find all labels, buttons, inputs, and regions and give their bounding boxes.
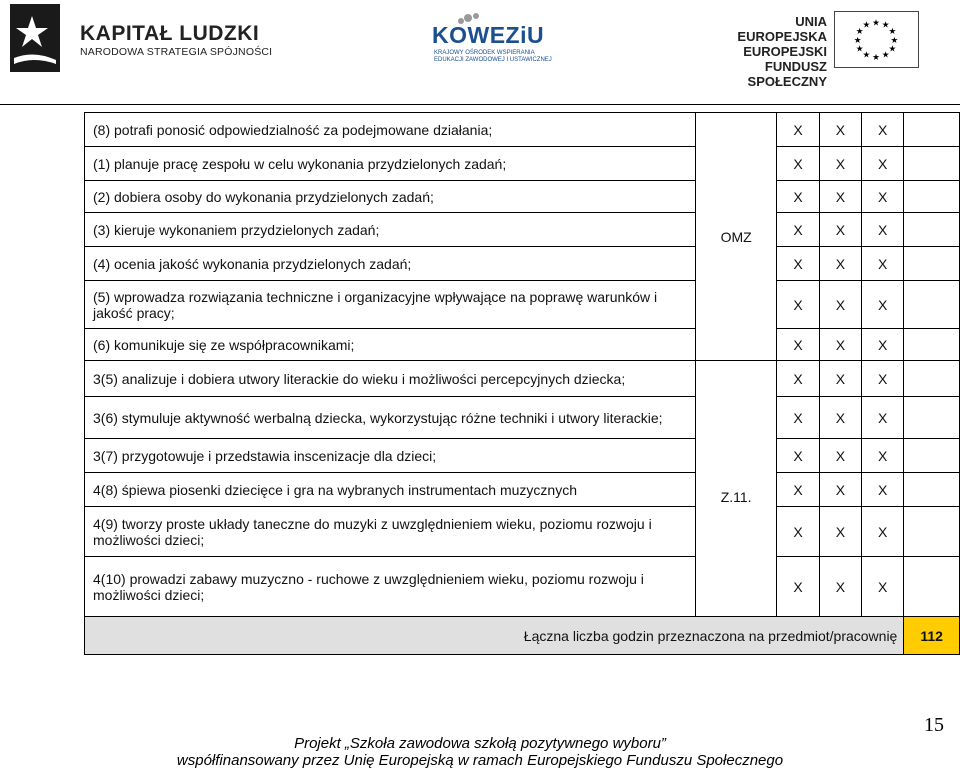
empty-cell bbox=[904, 397, 960, 439]
mark-cell: X bbox=[777, 329, 819, 361]
module-code: OMZ bbox=[720, 228, 752, 245]
kapital-ludzki-logo bbox=[6, 2, 64, 74]
effect-text: 4(9) tworzy proste układy taneczne do muzyki z uwzględnieniem wieku, poziomu rozwoju i możliwości dzieci; bbox=[85, 507, 696, 557]
empty-cell bbox=[904, 507, 960, 557]
table-row bbox=[85, 361, 960, 397]
table-row bbox=[85, 247, 960, 281]
mark-cell: X bbox=[862, 147, 904, 181]
eu-flag-icon bbox=[834, 11, 919, 68]
total-hours-label: Łączna liczba godzin przeznaczona na przedmiot/pracownię bbox=[85, 617, 904, 655]
eu-line-1: UNIA EUROPEJSKA bbox=[737, 14, 827, 44]
svg-text:★: ★ bbox=[853, 35, 862, 46]
empty-cell bbox=[904, 439, 960, 473]
empty-cell bbox=[904, 181, 960, 213]
effect-text: 4(8) śpiewa piosenki dziecięce i gra na wybranych instrumentach muzycznych bbox=[85, 473, 696, 507]
page-number: 15 bbox=[924, 714, 944, 736]
mark-cell: X bbox=[862, 507, 904, 557]
mark-cell: X bbox=[777, 247, 819, 281]
table-row bbox=[85, 473, 960, 507]
mark-cell: X bbox=[819, 329, 861, 361]
table-row bbox=[85, 213, 960, 247]
svg-text:★: ★ bbox=[862, 50, 871, 61]
eu-line-3: FUNDUSZ SPOŁECZNY bbox=[747, 59, 827, 89]
effect-text: (5) wprowadza rozwiązania techniczne i organizacyjne wpływające na poprawę warunków i jakość pracy; bbox=[85, 281, 696, 329]
mark-cell: X bbox=[819, 473, 861, 507]
kapital-ludzki-title: KAPITAŁ LUDZKI bbox=[80, 22, 260, 45]
total-hours-value: 112 bbox=[904, 617, 960, 655]
mark-cell: X bbox=[777, 181, 819, 213]
header-divider bbox=[0, 104, 960, 105]
effect-text: 3(6) stymuluje aktywność werbalną dziecka, wykorzystując różne techniki i utwory literackie; bbox=[85, 397, 696, 439]
empty-cell bbox=[904, 329, 960, 361]
mark-cell: X bbox=[819, 147, 861, 181]
empty-cell bbox=[904, 213, 960, 247]
effect-text: (4) ocenia jakość wykonania przydzielonych zadań; bbox=[85, 247, 696, 281]
mark-cell: X bbox=[819, 361, 861, 397]
svg-text:★: ★ bbox=[855, 44, 864, 55]
total-hours-row bbox=[85, 617, 960, 655]
mark-cell: X bbox=[819, 213, 861, 247]
mark-cell: X bbox=[777, 281, 819, 329]
table-row bbox=[85, 281, 960, 329]
mark-cell: X bbox=[777, 473, 819, 507]
effect-text: (8) potrafi ponosić odpowiedzialność za podejmowane działania; bbox=[85, 113, 696, 147]
effect-text: (1) planuje pracę zespołu w celu wykonania przydzielonych zadań; bbox=[85, 147, 696, 181]
table-row bbox=[85, 439, 960, 473]
mark-cell: X bbox=[862, 557, 904, 617]
mark-cell: X bbox=[819, 507, 861, 557]
table-row bbox=[85, 147, 960, 181]
mark-cell: X bbox=[819, 181, 861, 213]
subject-effects-table bbox=[84, 112, 960, 655]
empty-cell bbox=[904, 361, 960, 397]
mark-cell: X bbox=[862, 113, 904, 147]
empty-cell bbox=[904, 147, 960, 181]
mark-cell: X bbox=[862, 361, 904, 397]
mark-cell: X bbox=[862, 281, 904, 329]
kapital-ludzki-subtitle: NARODOWA STRATEGIA SPÓJNOŚCI bbox=[80, 46, 273, 58]
module-code-cell bbox=[695, 361, 777, 617]
svg-text:★: ★ bbox=[890, 35, 899, 46]
mark-cell: X bbox=[777, 557, 819, 617]
koweziu-title: KOWEZiU bbox=[432, 22, 545, 48]
empty-cell bbox=[904, 281, 960, 329]
table-row bbox=[85, 113, 960, 147]
mark-cell: X bbox=[862, 329, 904, 361]
koweziu-subtitle: KRAJOWY OŚRODEK WSPIERANIA EDUKACJI ZAWODOWEJ I USTAWICZNEJ bbox=[434, 50, 552, 63]
svg-text:★: ★ bbox=[888, 44, 897, 55]
mark-cell: X bbox=[819, 247, 861, 281]
mark-cell: X bbox=[819, 281, 861, 329]
module-code-cell bbox=[695, 113, 777, 361]
table-row bbox=[85, 329, 960, 361]
effect-text: 4(10) prowadzi zabawy muzyczno - ruchowe z uwzględnieniem wieku, poziomu rozwoju i możliwości dzieci; bbox=[85, 557, 696, 617]
mark-cell: X bbox=[862, 473, 904, 507]
effect-text: (6) komunikuje się ze współpracownikami; bbox=[85, 329, 696, 361]
empty-cell bbox=[904, 557, 960, 617]
footer-project-line: Projekt „Szkoła zawodowa szkołą pozytywnego wyboru” bbox=[294, 735, 666, 752]
mark-cell: X bbox=[819, 397, 861, 439]
table-row bbox=[85, 507, 960, 557]
svg-text:★: ★ bbox=[855, 27, 864, 38]
table-row bbox=[85, 557, 960, 617]
svg-text:★: ★ bbox=[881, 50, 890, 61]
mark-cell: X bbox=[862, 247, 904, 281]
svg-text:★: ★ bbox=[872, 18, 880, 29]
effect-text: (2) dobiera osoby do wykonania przydzielonych zadań; bbox=[85, 181, 696, 213]
mark-cell: X bbox=[862, 213, 904, 247]
table-row bbox=[85, 397, 960, 439]
mark-cell: X bbox=[777, 113, 819, 147]
mark-cell: X bbox=[819, 113, 861, 147]
mark-cell: X bbox=[819, 439, 861, 473]
table-row bbox=[85, 181, 960, 213]
svg-text:★: ★ bbox=[862, 20, 871, 31]
eu-text-block bbox=[703, 14, 827, 89]
effect-text: 3(7) przygotowuje i przedstawia inscenizacje dla dzieci; bbox=[85, 439, 696, 473]
mark-cell: X bbox=[777, 507, 819, 557]
page-header bbox=[0, 0, 960, 89]
svg-text:★: ★ bbox=[881, 20, 890, 31]
mark-cell: X bbox=[819, 557, 861, 617]
mark-cell: X bbox=[777, 439, 819, 473]
module-code: Z.11. bbox=[720, 488, 752, 505]
mark-cell: X bbox=[777, 213, 819, 247]
effect-text: (3) kieruje wykonaniem przydzielonych zadań; bbox=[85, 213, 696, 247]
svg-text:★: ★ bbox=[872, 53, 880, 64]
mark-cell: X bbox=[862, 397, 904, 439]
mark-cell: X bbox=[777, 361, 819, 397]
empty-cell bbox=[904, 113, 960, 147]
mark-cell: X bbox=[777, 147, 819, 181]
svg-text:★: ★ bbox=[888, 27, 897, 38]
mark-cell: X bbox=[862, 439, 904, 473]
effect-text: 3(5) analizuje i dobiera utwory literackie do wieku i możliwości percepcyjnych dziecka; bbox=[85, 361, 696, 397]
empty-cell bbox=[904, 247, 960, 281]
mark-cell: X bbox=[862, 181, 904, 213]
footer-funding-line: współfinansowany przez Unię Europejską w ramach Europejskiego Funduszu Społecznego bbox=[176, 752, 784, 769]
empty-cell bbox=[904, 473, 960, 507]
mark-cell: X bbox=[777, 397, 819, 439]
eu-line-2: EUROPEJSKI bbox=[743, 44, 827, 59]
